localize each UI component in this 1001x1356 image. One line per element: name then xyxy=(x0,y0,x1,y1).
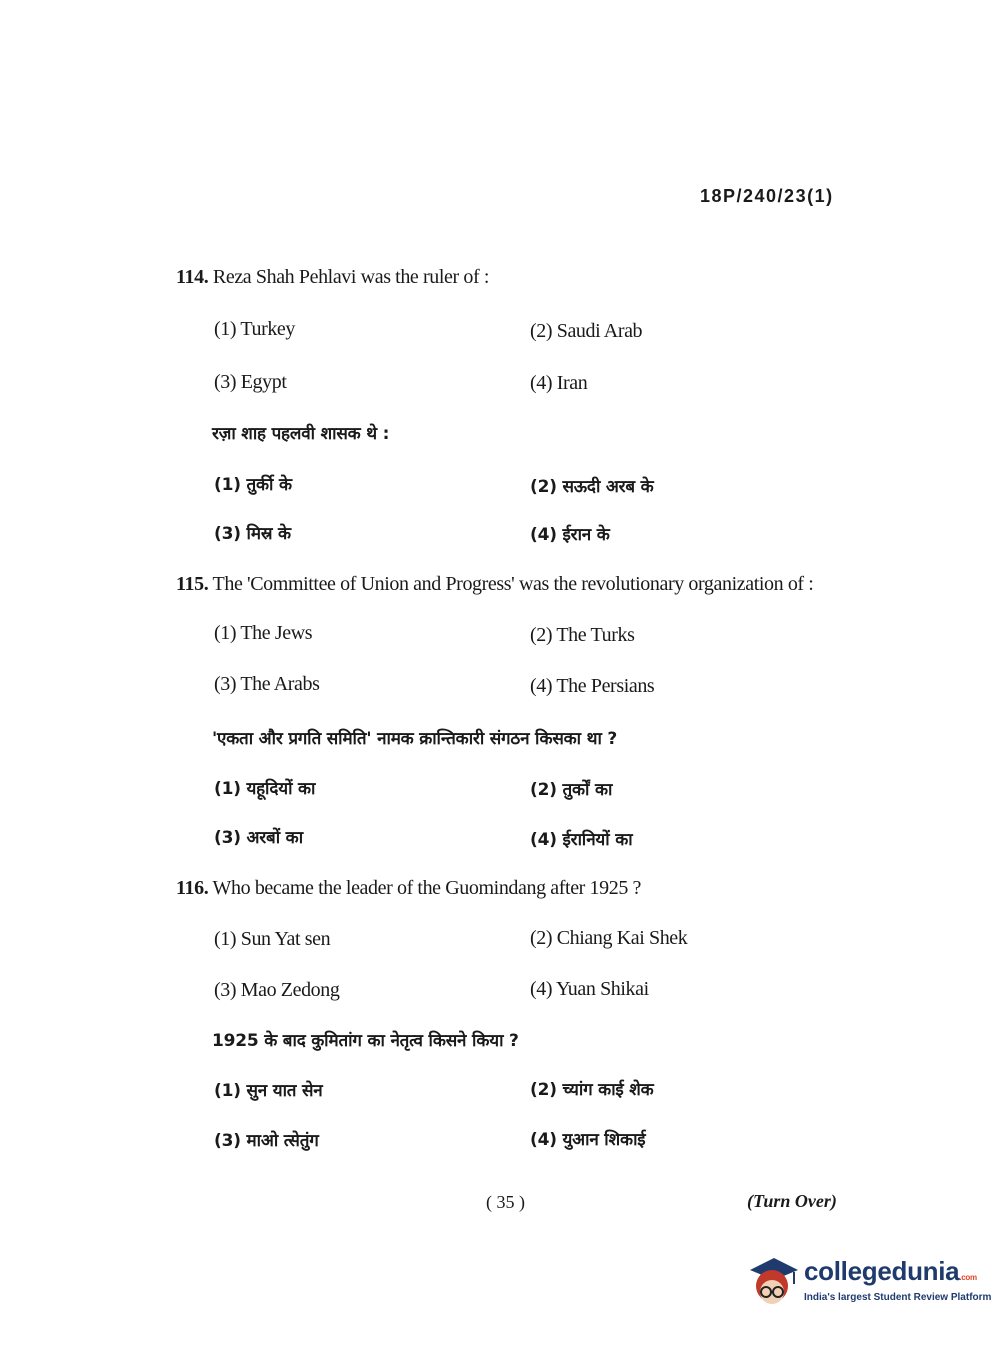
question-stem: Reza Shah Pehlavi was the ruler of : xyxy=(212,266,489,288)
question-code: 18P/240/23(1) xyxy=(700,186,834,206)
option-3: (3) The Arabs xyxy=(214,673,320,695)
hindi-question-stem: 'एकता और प्रगति समिति' नामक क्रान्तिकारी संगठन किसका था ? xyxy=(212,729,618,749)
brand-name: collegedunia xyxy=(804,1256,960,1286)
brand-domain: .com xyxy=(959,1273,977,1282)
turn-over-note: (Turn Over) xyxy=(747,1191,837,1211)
question-stem: The 'Committee of Union and Progress' was the revolutionary organization of : xyxy=(212,573,814,595)
hindi-option-2: (2) च्यांग काई शेक xyxy=(530,1080,654,1100)
option-2: (2) Saudi Arab xyxy=(530,320,643,342)
collegedunia-watermark xyxy=(742,1250,992,1320)
option-3: (3) Mao Zedong xyxy=(214,979,340,1001)
brand-tagline: India's largest Student Review Platform xyxy=(804,1292,992,1303)
hindi-option-3: (3) अरबों का xyxy=(214,828,303,848)
hindi-option-1: (1) यहूदियों का xyxy=(214,779,316,799)
hindi-option-2: (2) सऊदी अरब के xyxy=(530,477,654,497)
hindi-question-stem: 1925 के बाद कुमितांग का नेतृत्व किसने किया ? xyxy=(212,1031,519,1051)
question-number: 116. xyxy=(176,877,209,899)
question-number: 115. xyxy=(176,573,209,595)
question-text xyxy=(176,877,641,900)
hindi-question-stem: रज़ा शाह पहलवी शासक थे : xyxy=(212,424,390,444)
option-2: (2) Chiang Kai Shek xyxy=(530,927,688,949)
student-mascot-icon xyxy=(742,1252,802,1312)
option-4: (4) Yuan Shikai xyxy=(530,978,649,1000)
option-1: (1) Sun Yat sen xyxy=(214,928,331,950)
page-number: ( 35 ) xyxy=(486,1192,525,1212)
hindi-option-2: (2) तुर्कों का xyxy=(530,780,613,800)
hindi-option-4: (4) युआन शिकाई xyxy=(530,1130,646,1150)
question-stem: Who became the leader of the Guomindang after 1925 ? xyxy=(212,877,642,899)
option-4: (4) Iran xyxy=(530,372,588,394)
hindi-option-4: (4) ईरानियों का xyxy=(530,830,633,850)
hindi-option-1: (1) सुन यात सेन xyxy=(214,1081,323,1101)
question-number: 114. xyxy=(176,266,209,288)
hindi-option-3: (3) मिस्र के xyxy=(214,524,291,544)
option-4: (4) The Persians xyxy=(530,675,655,697)
question-text xyxy=(176,573,813,596)
option-3: (3) Egypt xyxy=(214,371,287,393)
hindi-option-3: (3) माओ त्सेतुंग xyxy=(214,1131,319,1151)
option-2: (2) The Turks xyxy=(530,624,635,646)
option-1: (1) The Jews xyxy=(214,622,313,644)
question-text xyxy=(176,266,489,289)
option-1: (1) Turkey xyxy=(214,318,296,340)
hindi-option-4: (4) ईरान के xyxy=(530,525,610,545)
hindi-option-1: (1) तुर्की के xyxy=(214,475,292,495)
